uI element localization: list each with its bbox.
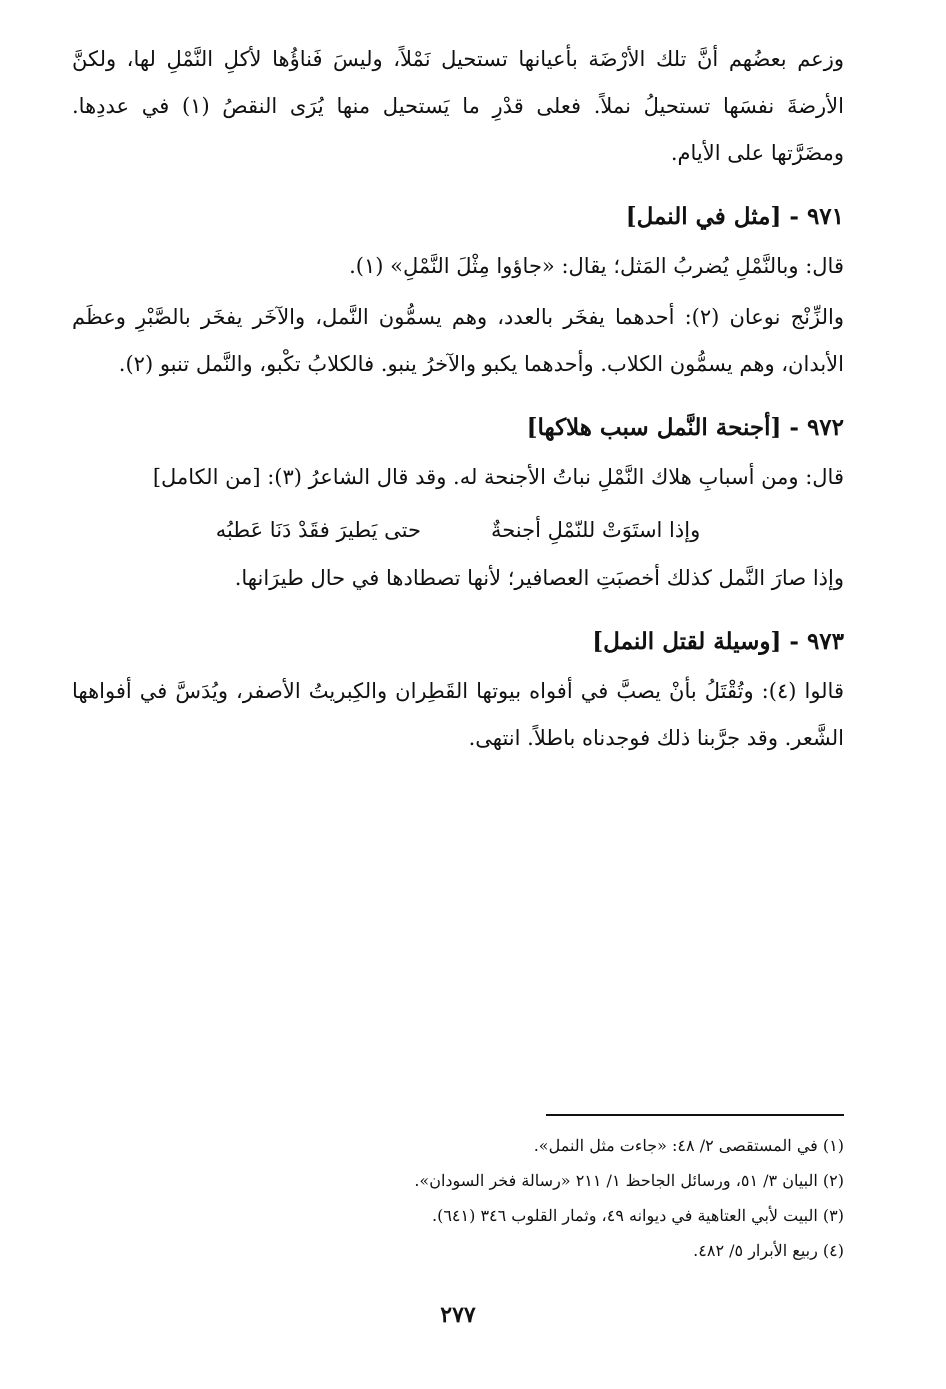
section-paragraph: وإذا صارَ النَّمل كذلك أخصبَتِ العصافير؛ لأنها تصطادها في حال طيرَانها. (234, 566, 844, 590)
section-973 (72, 620, 844, 762)
verse-second-hemistich: حتى يَطيرَ فقَدْ دَنَا عَطبُه (215, 518, 421, 542)
section-paragraph: قالوا (٤): وتُقْتَلُ بأنْ يصبَّ في أفواه بيوتها القَطِران والكِبريتُ الأصفر، ويُدَسَّ في أفواهها الشَّعر. وقد جرَّبنا ذلك فوجدناه باطلاً. انتهى. (72, 679, 844, 750)
footnote: (٤) ربيع الأبرار ٥/ ٤٨٢. (693, 1241, 844, 1260)
section-heading: ٩٧٢ - [أجنحة النَّمل سبب هلاكها] (526, 414, 844, 441)
footnote-divider (546, 1114, 844, 1116)
page-number: ٢٧٧ (440, 1302, 476, 1328)
section-971 (72, 195, 844, 388)
footnote: (٣) البيت لأبي العتاهية في ديوانه ٤٩، وثمار القلوب ٣٤٦ (٦٤١). (432, 1206, 844, 1225)
intro-paragraph: وزعم بعضُهم أنَّ تلك الأرْضَة بأعيانها تستحيل نَمْلاً، وليسَ فَناؤُها لأكلِ النَّمْلِ لها، ولكنَّ الأرضةَ نفسَها تستحيلُ نملاً. فعلى قدْرِ ما يَستحيل منها يُرَى النقصُ (١) في عددِها. ومضَرَّتها على الأيام. (72, 47, 844, 165)
footnote: (٢) البيان ٣/ ٥١، ورسائل الجاحظ ١/ ٢١١ «رسالة فخر السودان». (414, 1171, 844, 1190)
section-heading: ٩٧٣ - [وسيلة لقتل النمل] (592, 628, 844, 655)
section-972 (72, 406, 844, 602)
footnotes-list (72, 1128, 844, 1268)
section-heading: ٩٧١ - [مثل في النمل] (625, 203, 844, 230)
section-paragraph: قال: ومن أسبابِ هلاك النَّمْلِ نباتُ الأجنحة له. وقد قال الشاعرُ (٣): [من الكامل] (152, 465, 844, 489)
footnote: (١) في المستقصى ٢/ ٤٨: «جاءت مثل النمل». (533, 1136, 844, 1155)
book-page (72, 36, 844, 1389)
poetry-verse (72, 505, 844, 555)
verse-first-hemistich: وإذا استَوَتْ للنّمْلِ أجنحةٌ (490, 518, 701, 542)
section-paragraph: والزِّنْج نوعان (٢): أحدهما يفخَر بالعدد، وهم يسمُّون النَّمل، والآخَر يفخَر بالصَّبْرِ وعظَم الأبدان، وهم يسمُّون الكلاب. وأحدهما يكبو والآخرُ ينبو. فالكلابُ تكْبو، والنَّمل تنبو (٢). (72, 305, 844, 376)
section-paragraph: قال: وبالنَّمْلِ يُضربُ المَثل؛ يقال: «جاؤوا مِثْلَ النَّمْلِ» (١). (349, 254, 844, 278)
